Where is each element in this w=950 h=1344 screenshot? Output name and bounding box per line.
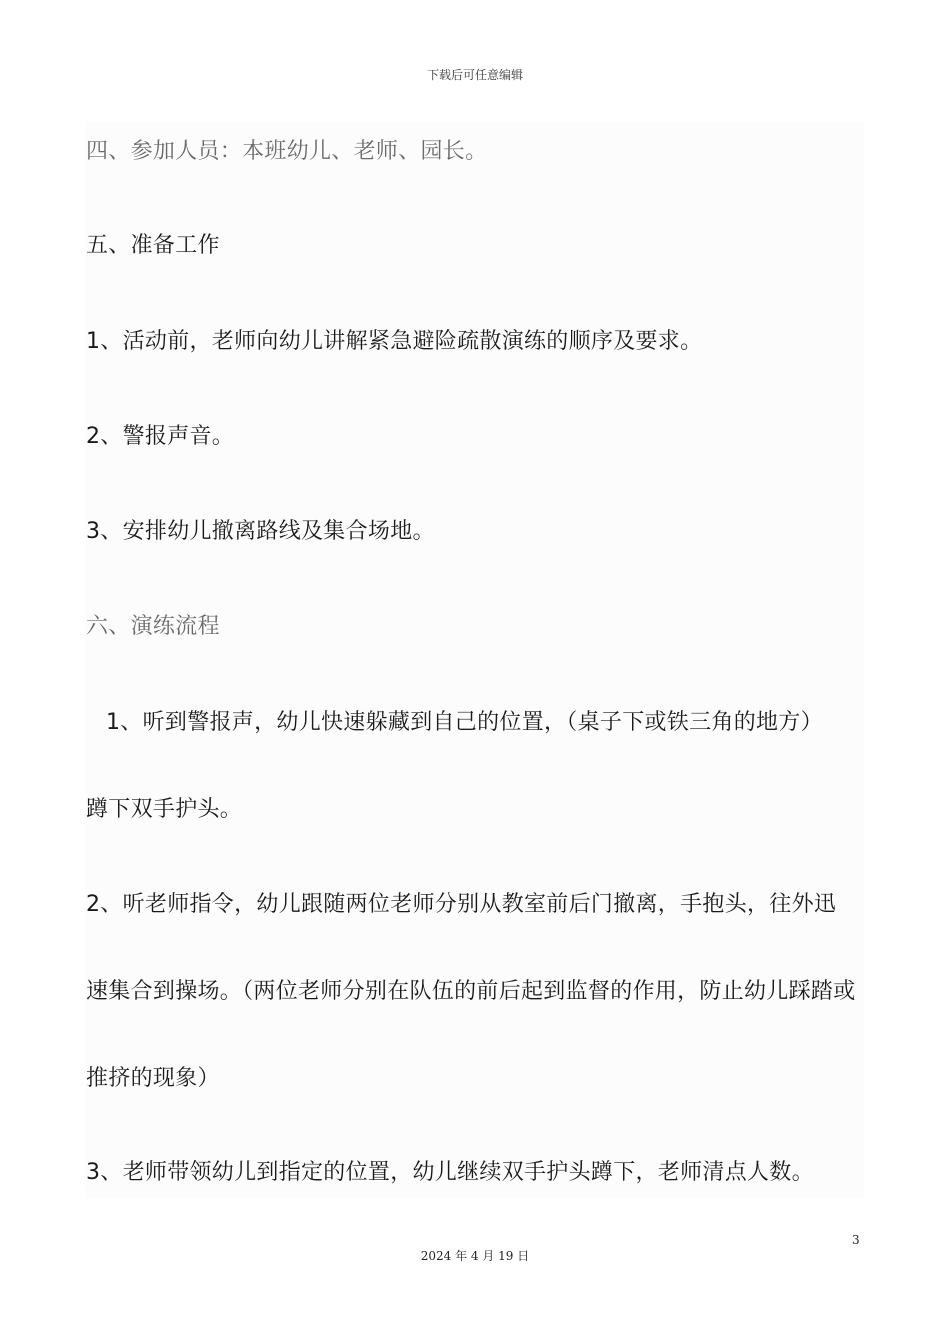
prep-item-2: 2、警报声音。 [86,424,235,449]
drill-step-1: 1、听到警报声，幼儿快速躲藏到自己的位置，（桌子下或铁三角的地方） [106,710,823,735]
section-heading-preparation: 五、准备工作 [86,233,220,258]
drill-step-3: 3、老师带领幼儿到指定的位置，幼儿继续双手护头蹲下，老师清点人数。 [86,1160,814,1185]
prep-item-3: 3、安排幼儿撤离路线及集合场地。 [86,519,435,544]
page-header: 下载后可任意编辑 [426,68,523,82]
drill-step-2-end: 推挤的现象） [86,1066,220,1091]
footer-date: 2024 年 4 月 19 日 [420,1249,530,1263]
section-heading-drill-process: 六、演练流程 [86,614,220,639]
drill-step-2: 2、听老师指令，幼儿跟随两位老师分别从教室前后门撤离，手抱头，往外迅 [86,892,837,917]
page-number: 3 [852,1233,860,1247]
prep-item-1: 1、活动前，老师向幼儿讲解紧急避险疏散演练的顺序及要求。 [86,329,703,354]
content-background [86,122,864,1198]
drill-step-1-cont: 蹲下双手护头。 [86,797,243,822]
section-heading-participants: 四、参加人员：本班幼儿、老师、园长。 [86,139,488,164]
drill-step-2-cont: 速集合到操场。（两位老师分别在队伍的前后起到监督的作用，防止幼儿踩踏或 [86,979,856,1004]
